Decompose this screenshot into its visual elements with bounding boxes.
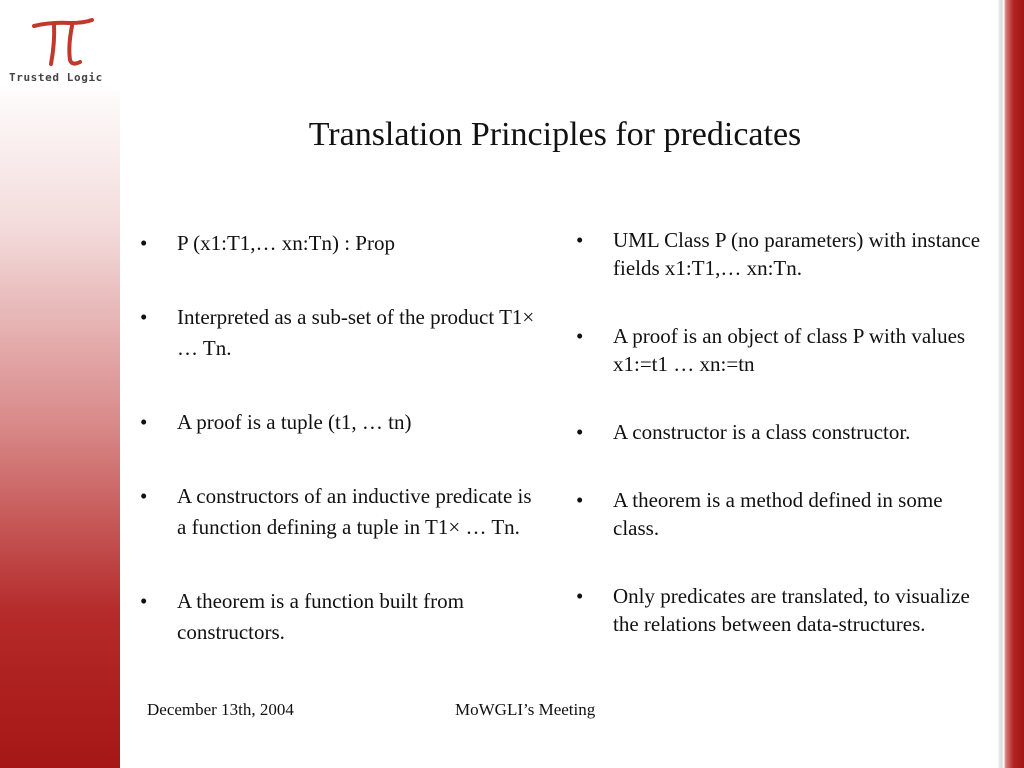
right-gradient-band [998,0,1024,768]
left-gradient-band [0,0,120,768]
list-item [140,586,535,648]
bullet-icon: • [576,420,584,444]
trusted-logic-logo [0,14,122,90]
list-item [576,582,986,638]
bullet-icon: • [140,484,148,508]
right-bullet-list [576,226,986,678]
bullet-icon: • [140,589,148,613]
list-item [576,226,986,282]
bullet-text: A constructor is a class constructor. [613,420,911,444]
tl-logo-mark-icon [30,16,96,68]
list-item [140,407,535,438]
bullet-text: P (x1:T1,… xn:Tn) : Prop [177,231,395,255]
bullet-icon: • [576,324,584,348]
bullet-text: A proof is an object of class P with values x1:=t1 … xn:=tn [613,324,966,376]
slide-title: Translation Principles for predicates [308,116,802,153]
bullet-text: A theorem is a method defined in some class. [613,488,943,540]
list-item [576,486,986,542]
bullet-icon: • [576,488,584,512]
footer-date: December 13th, 2004 [147,700,294,719]
bullet-text: Only predicates are translated, to visualize the relations between data-structures. [613,584,970,636]
bullet-text: A proof is a tuple (t1, … tn) [177,410,412,434]
bullet-icon: • [576,228,584,252]
bullet-icon: • [140,305,148,329]
bullet-icon: • [140,231,148,255]
list-item [576,418,986,446]
footer-event: MoWGLI’s Meeting [455,700,596,719]
list-item [140,302,535,364]
bullet-text: Interpreted as a sub-set of the product T1× … Tn. [177,305,535,360]
bullet-text: UML Class P (no parameters) with instance fields x1:T1,… xn:Tn. [613,228,981,280]
logo-text: Trusted Logic [9,71,103,84]
bullet-text: A constructors of an inductive predicate is a function defining a tuple in T1× … Tn. [177,484,532,539]
bullet-text: A theorem is a function built from constructors. [177,589,464,644]
bullet-icon: • [576,584,584,608]
list-item [140,481,535,543]
list-item [140,228,535,259]
left-bullet-list [140,228,535,691]
list-item [576,322,986,378]
bullet-icon: • [140,410,148,434]
